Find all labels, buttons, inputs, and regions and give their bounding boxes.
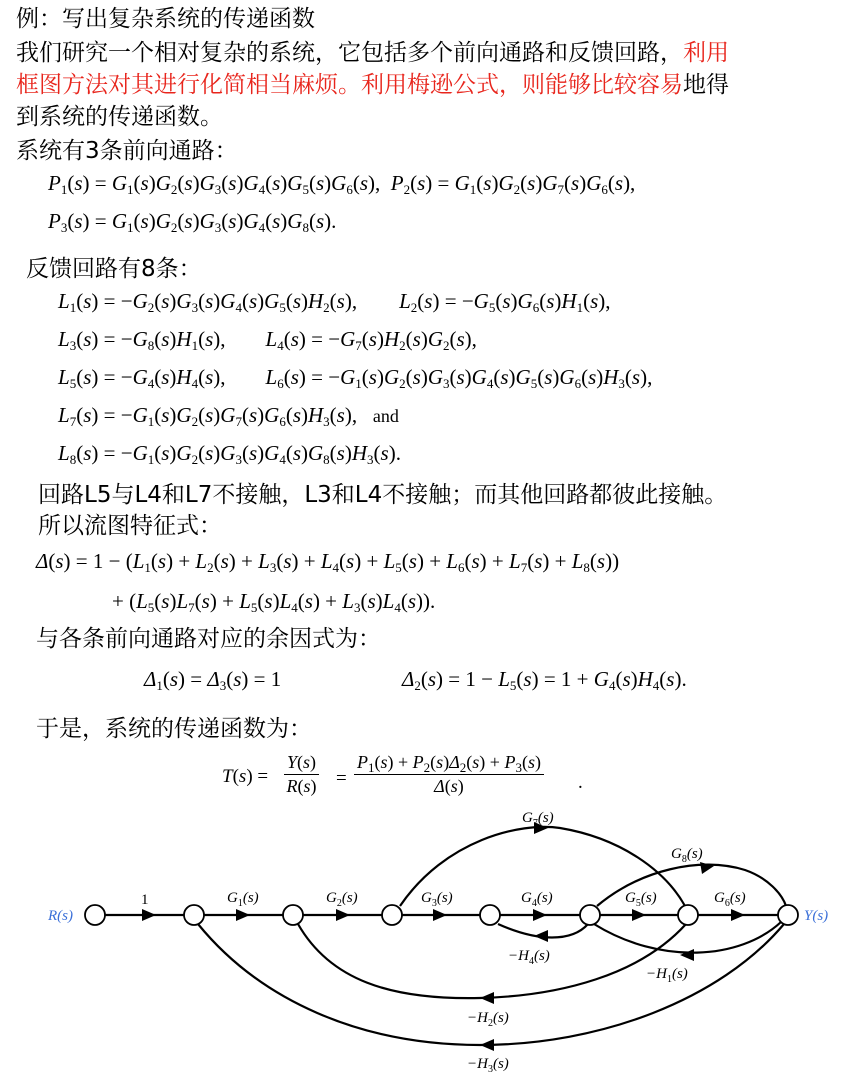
output-label: Y(s) <box>804 908 829 924</box>
loop-equation-5: $L_8(s) = -G_1(s)G_2(s)G_3(s)G_4(s)G_8(s)H_3(s)$. <box>58 441 401 467</box>
cofactor-equation-1: $\Delta_1(s) = \Delta_3(s) = 1$ <box>144 667 282 693</box>
node <box>283 905 303 925</box>
node <box>480 905 500 925</box>
signal-flow-graph <box>0 800 853 1078</box>
loop-equation-3: $L_5(s) = -G_4(s)H_4(s)$, $L_6(s) = -G_1(s)G_2(s)G_3(s)G_4(s)G_5(s)G_6(s)H_3(s)$, <box>58 365 653 391</box>
node <box>678 905 698 925</box>
node <box>580 905 600 925</box>
delta-equation-line-1: $\Delta(s) = 1 - (L_1(s) + L_2(s) + L_3(s) + L_4(s) + L_5(s) + L_6(s) + L_7(s) + L_8(s))$ <box>36 549 620 575</box>
node <box>184 905 204 925</box>
cofactor-equation-2: $\Delta_2(s) = 1 - L_5(s) = 1 + G_4(s)H_4(s)$. <box>402 667 687 693</box>
h1-label: $-H_1(s)$ <box>646 966 688 985</box>
arrow-head <box>533 909 547 921</box>
arrow-head <box>480 992 494 1004</box>
arrow-head <box>433 909 447 921</box>
arrow-head <box>336 909 350 921</box>
feedback-loops-heading: 反馈回路有8条： <box>26 256 202 282</box>
g2-label: $G_2(s)$ <box>326 890 358 909</box>
g3-label: $G_3(s)$ <box>421 890 453 909</box>
h3-label: $-H_3(s)$ <box>467 1056 509 1075</box>
forward-paths-heading: 系统有3条前向通路： <box>16 138 238 164</box>
input-label: R(s) <box>48 908 73 924</box>
intro-highlight-1: 利用 <box>683 40 729 66</box>
and-word: and <box>372 406 399 426</box>
h2-label: $-H_2(s)$ <box>467 1010 509 1029</box>
page-title: 例：写出复杂系统的传递函数 <box>16 6 315 32</box>
gain-1-label: 1 <box>141 892 149 908</box>
tf-period: . <box>578 772 583 793</box>
loop-equation-2: $L_3(s) = -G_8(s)H_1(s)$, $L_4(s) = -G_7(s)H_2(s)G_2(s)$, <box>58 327 477 353</box>
loop-equation-1: $L_1(s) = -G_2(s)G_3(s)G_4(s)G_5(s)H_2(s)$, $L_2(s) = -G_5(s)G_6(s)H_1(s)$, <box>58 289 611 315</box>
arrow-head <box>142 909 156 921</box>
transfer-function-heading: 于是，系统的传递函数为： <box>36 716 312 742</box>
arrow-head <box>534 930 548 942</box>
cofactor-heading: 与各条前向通路对应的余因式为： <box>36 626 381 652</box>
tf-lhs: T(s) = <box>222 766 269 787</box>
node <box>382 905 402 925</box>
intro-line-2: 框图方法对其进行化简相当麻烦。利用梅逊公式，则能够比较容易地得 <box>16 72 729 98</box>
g5-label: $G_5(s)$ <box>625 890 657 909</box>
loop-equation-4: $L_7(s) = -G_1(s)G_2(s)G_7(s)G_6(s)H_3(s)$, and <box>58 403 399 429</box>
g7-label: $G_7(s)$ <box>522 810 554 829</box>
intro-highlight-3: 利用梅逊公式，则能够比较容易 <box>361 72 683 98</box>
nontouching-note: 回路L5与L4和L7不接触，L3和L4不接触；而其他回路都彼此接触。 <box>38 482 728 508</box>
branch-H1 <box>594 922 781 953</box>
g1-label: $G_1(s)$ <box>227 890 259 909</box>
tf-equals: = <box>336 768 347 789</box>
g4-label: $G_4(s)$ <box>521 890 553 909</box>
node-input <box>85 905 105 925</box>
g6-label: $G_6(s)$ <box>714 890 746 909</box>
arrow-head <box>480 1039 494 1051</box>
delta-equation-line-2: + $(L_5(s)L_7(s) + L_5(s)L_4(s) + L_3(s)L_4(s))$. <box>112 589 436 615</box>
intro-line-3: 到系统的传递函数。 <box>16 104 223 130</box>
forward-path-equation-2: $P_3(s) = G_1(s)G_2(s)G_3(s)G_4(s)G_8(s)$. <box>48 209 337 235</box>
forward-path-equation-1: $P_1(s) = G_1(s)G_2(s)G_3(s)G_4(s)G_5(s)G_6(s)$, $P_2(s) = G_1(s)G_2(s)G_7(s)G_6(s)$, <box>48 171 636 197</box>
node-output <box>778 905 798 925</box>
tf-fraction-2: $\frac{P_1(s) + P_2(s)\Delta_2(s) + P_3(s)}{\Delta(s)}$ <box>354 752 544 797</box>
intro-line-1: 我们研究一个相对复杂的系统，它包括多个前向通路和反馈回路，利用 <box>16 40 729 66</box>
intro-highlight-2: 框图方法对其进行化简相当麻烦。 <box>16 72 361 98</box>
arrow-head <box>632 909 646 921</box>
char-eq-heading: 所以流图特征式： <box>38 513 222 539</box>
arrow-head <box>731 909 745 921</box>
g8-label: $G_8(s)$ <box>671 846 703 865</box>
tf-fraction-1: $\frac{Y(s)}{R(s)}$ <box>284 752 319 797</box>
arrow-head <box>680 949 694 961</box>
arrow-head <box>236 909 250 921</box>
h4-label: $-H_4(s)$ <box>508 948 550 967</box>
branch-H2 <box>298 924 686 998</box>
